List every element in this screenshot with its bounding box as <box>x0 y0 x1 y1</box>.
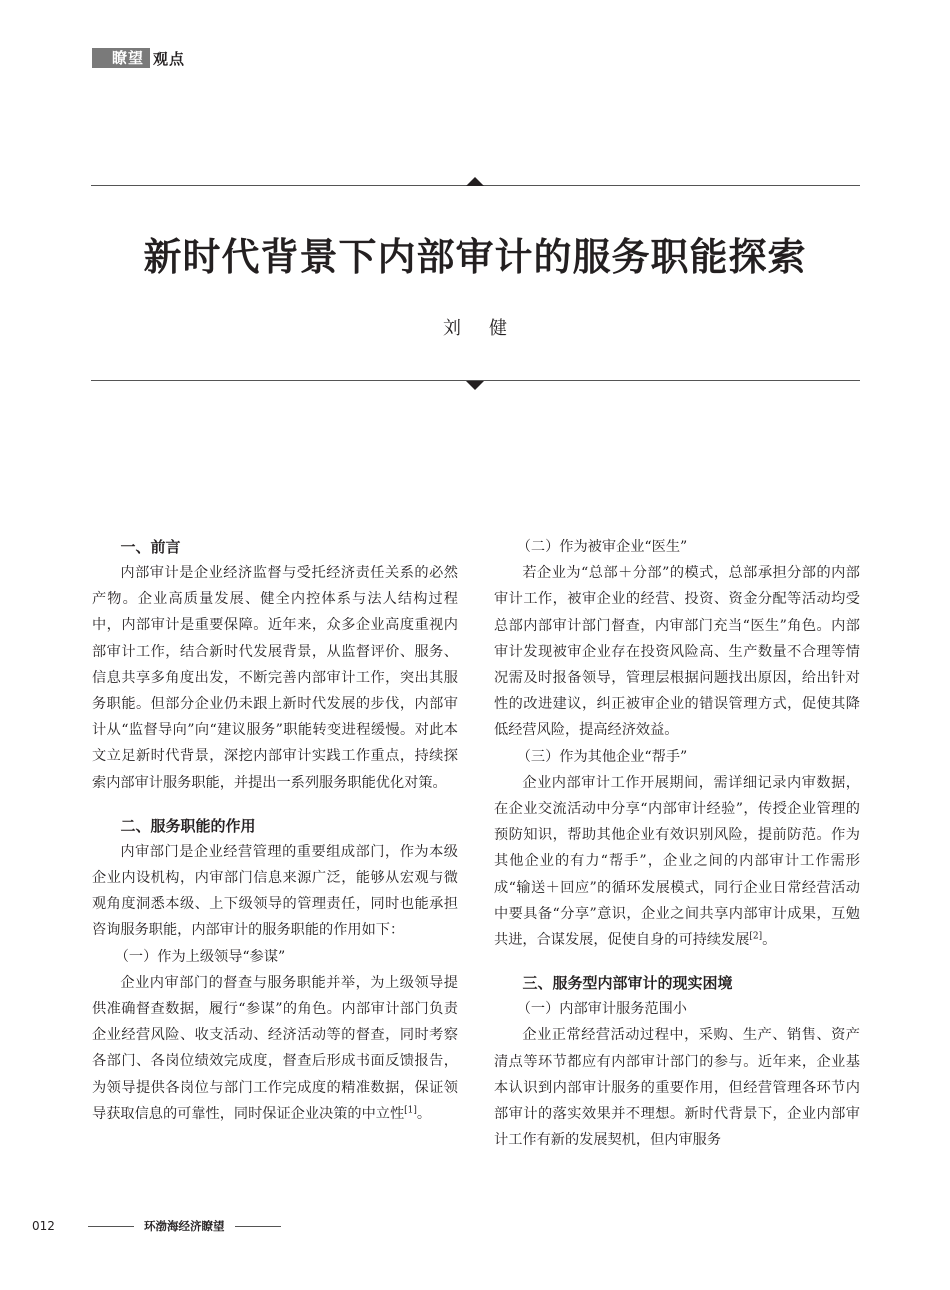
paragraph: 若企业为“总部＋分部”的模式，总部承担分部的内部审计工作，被审企业的经营、投资、资金分配等活动均受总部内部审计部门督查，内审部门充当“医生”角色。内部审计发现被审企业存在投资风险高、生产数量不合理等情况需及时报备领导，管理层根据问题找出原因，给出针对性的改进建议，纠正被审企业的错误管理方式，促使其降低经营风险，提高经济效益。 <box>494 565 860 739</box>
section-heading-role: 二、服务职能的作用 <box>120 816 256 835</box>
page-footer <box>32 1218 281 1234</box>
footer-rule-left <box>88 1226 134 1227</box>
section-heading-dilemma: 三、服务型内部审计的现实困境 <box>522 974 733 993</box>
section-tag-text: 观点 <box>153 49 186 68</box>
footer-rule-right <box>235 1226 281 1227</box>
subheading: （一）内部审计服务范围小 <box>516 1001 687 1018</box>
paragraph: 企业正常经营活动过程中，采购、生产、销售、资产清点等环节都应有内部审计部门的参与。近年来，企业基本认识到内部审计服务的重要作用，但经营管理各环节内部审计的落实效果并不理想。新时代背景下，企业内部审计工作有新的发展契机，但内审服务 <box>494 1027 860 1149</box>
section-tag-box: 瞭望 <box>92 48 150 68</box>
subheading: （一）作为上级领导“参谋” <box>114 948 286 965</box>
section-heading-intro: 一、前言 <box>120 538 181 556</box>
paragraph: 内部审计是企业经济监督与受托经济责任关系的必然产物。企业高质量发展、健全内控体系与法人结构过程中，内部审计是重要保障。近年来，众多企业高度重视内部审计工作，结合新时代发展背景，从监督评价、服务、信息共享多角度出发，不断完善内部审计工作，突出其服务职能。但部分企业仍未跟上新时代发展的步伐，内部审计从“监督导向”向“建议服务”职能转变进程缓慢。对此本文立足新时代背景，深挖内部审计实践工作重点，持续探索内部审计服务职能，并提出一系列服务职能优化对策。 <box>92 565 458 791</box>
article-title: 新时代背景下内部审计的服务职能探索 <box>143 234 807 279</box>
triangle-up-icon <box>466 177 484 186</box>
citation-ref: [1] <box>404 1105 417 1116</box>
subheading: （二）作为被审企业“医生” <box>516 539 688 555</box>
triangle-down-icon <box>466 381 484 390</box>
paragraph: 企业内部审计工作开展期间，需详细记录内审数据，在企业交流活动中分享“内部审计经验”，传授企业管理的预防知识，帮助其他企业有效识别风险，提前防范。作为其他企业的有力“帮手”，企业之间的内部审计工作需形成“输送＋回应”的循环发展模式，同行企业日常经营活动中要具备“分享”意识，企业之间共享内部审计成果，互勉共进，合谋发展，促使自身的可持续发展[2]。 <box>494 774 860 949</box>
section-tag <box>92 48 185 68</box>
article-author: 刘健 <box>443 318 535 339</box>
subheading: （三）作为其他企业“帮手” <box>516 748 688 765</box>
citation-ref: [2] <box>749 931 763 942</box>
paragraph: 企业内审部门的督查与服务职能并举，为上级领导提供准确督查数据，履行“参谋”的角色。内部审计部门负责企业经营风险、收支活动、经济活动等的督查，同时考察各部门、各岗位绩效完成度，督查后形成书面反馈报告，为领导提供各岗位与部门工作完成度的精准数据，保证领导获取信息的可靠性，同时保证企业决策的中立性[1]。 <box>92 974 458 1122</box>
journal-name: 环渤海经济瞭望 <box>144 1219 225 1233</box>
paragraph: 内审部门是企业经营管理的重要组成部门，作为本级企业内设机构，内审部门信息来源广泛，能够从宏观与微观角度洞悉本级、上下级领导的管理责任，同时也能承担咨询服务职能，内部审计的服务职能的作用如下： <box>92 843 458 939</box>
right-column <box>494 534 860 1153</box>
left-column <box>92 534 458 1127</box>
page-number: 012 <box>32 1219 55 1233</box>
